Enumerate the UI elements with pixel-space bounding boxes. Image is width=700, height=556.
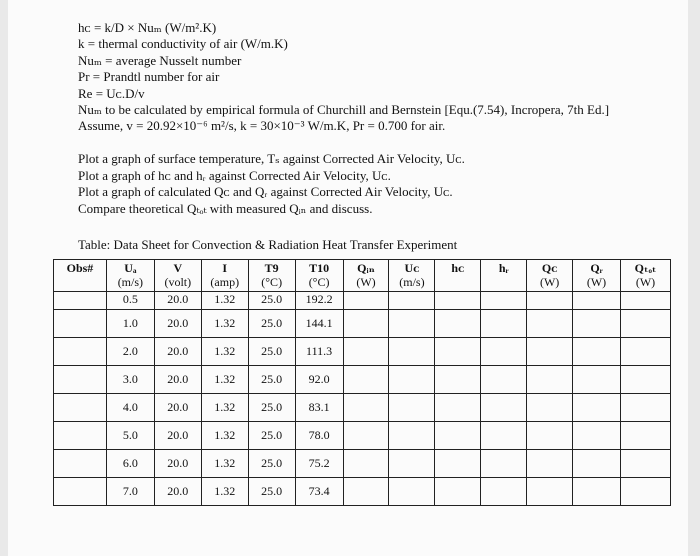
- table-cell: 111.3: [295, 338, 343, 366]
- column-symbol: T10: [309, 261, 330, 275]
- table-cell: [481, 478, 527, 506]
- table-cell: [435, 450, 481, 478]
- column-unit: (°C): [308, 275, 330, 289]
- column-symbol: Qᵢₙ: [357, 261, 375, 275]
- table-row: [54, 394, 671, 422]
- table-cell: 20.0: [154, 394, 201, 422]
- table-cell: [435, 310, 481, 338]
- column-header: [343, 260, 389, 292]
- column-symbol: Obs#: [66, 261, 94, 275]
- definition-line: k = thermal conductivity of air (W/m.K): [78, 36, 288, 52]
- table-cell: 25.0: [248, 292, 295, 310]
- column-unit: (volt): [164, 275, 192, 289]
- table-cell: 1.32: [201, 450, 248, 478]
- table-cell: 1.32: [201, 478, 248, 506]
- table-cell: [481, 450, 527, 478]
- table-cell: [481, 310, 527, 338]
- table-cell: [389, 450, 435, 478]
- table-cell: [54, 338, 107, 366]
- table-cell: [343, 366, 389, 394]
- table-cell: 20.0: [154, 422, 201, 450]
- column-symbol: Qᵣ: [590, 261, 603, 275]
- definition-line: Assume, v = 20.92×10⁻⁶ m²/s, k = 30×10⁻³ W/m.K, Pr = 0.700 for air.: [78, 118, 446, 134]
- table-cell: [620, 422, 670, 450]
- column-unit: (m/s): [399, 275, 425, 289]
- table-cell: [481, 338, 527, 366]
- table-cell: [435, 422, 481, 450]
- table-cell: 25.0: [248, 422, 295, 450]
- table-cell: [573, 450, 621, 478]
- table-cell: [573, 422, 621, 450]
- table-cell: [620, 366, 670, 394]
- table-row: [54, 478, 671, 506]
- table-cell: 1.32: [201, 422, 248, 450]
- table-cell: [620, 310, 670, 338]
- table-cell: 1.32: [201, 394, 248, 422]
- table-cell: [527, 394, 573, 422]
- table-row: [54, 422, 671, 450]
- table-cell: [54, 422, 107, 450]
- table-cell: 75.2: [295, 450, 343, 478]
- table-cell: [527, 422, 573, 450]
- table-cell: [481, 422, 527, 450]
- column-symbol: hᵣ: [498, 261, 509, 275]
- table-cell: 20.0: [154, 310, 201, 338]
- table-cell: 1.32: [201, 292, 248, 310]
- table-cell: [389, 366, 435, 394]
- tasks-block: [78, 151, 465, 217]
- table-cell: 144.1: [295, 310, 343, 338]
- table-cell: [343, 292, 389, 310]
- table-cell: 1.0: [106, 310, 154, 338]
- definition-line: Nuₘ = average Nusselt number: [78, 52, 242, 68]
- task-line: Plot a graph of surface temperature, Tₛ against Corrected Air Velocity, Uᴄ.: [78, 151, 465, 166]
- table-cell: [527, 366, 573, 394]
- definition-line: Pr = Prandtl number for air: [78, 69, 220, 85]
- column-symbol: V: [173, 261, 183, 275]
- table-cell: [435, 292, 481, 310]
- table-cell: [343, 394, 389, 422]
- table-cell: [527, 478, 573, 506]
- column-header: [106, 260, 154, 292]
- table-cell: 25.0: [248, 338, 295, 366]
- table-cell: [573, 338, 621, 366]
- table-cell: [343, 310, 389, 338]
- table-row: [54, 366, 671, 394]
- table-cell: [573, 478, 621, 506]
- table-cell: 192.2: [295, 292, 343, 310]
- table-cell: [435, 478, 481, 506]
- table-cell: [527, 292, 573, 310]
- table-cell: 6.0: [106, 450, 154, 478]
- table-row: [54, 450, 671, 478]
- table-cell: [54, 310, 107, 338]
- table-cell: 78.0: [295, 422, 343, 450]
- table-cell: [389, 478, 435, 506]
- column-unit: (°C): [261, 275, 283, 289]
- table-cell: 0.5: [106, 292, 154, 310]
- table-cell: [620, 450, 670, 478]
- table-cell: [54, 366, 107, 394]
- table-cell: [389, 422, 435, 450]
- column-symbol: T9: [264, 261, 279, 275]
- column-header: [389, 260, 435, 292]
- table-cell: 1.32: [201, 338, 248, 366]
- table-row: [54, 292, 671, 310]
- table-cell: 4.0: [106, 394, 154, 422]
- table-cell: 25.0: [248, 450, 295, 478]
- table-cell: [573, 366, 621, 394]
- table-cell: 7.0: [106, 478, 154, 506]
- table-cell: 20.0: [154, 478, 201, 506]
- table-cell: 25.0: [248, 394, 295, 422]
- table-row: [54, 310, 671, 338]
- column-header: [248, 260, 295, 292]
- table-cell: [620, 394, 670, 422]
- table-cell: [54, 394, 107, 422]
- table-cell: [620, 478, 670, 506]
- table-cell: [389, 310, 435, 338]
- column-header: [54, 260, 107, 292]
- column-unit: (W): [635, 275, 656, 289]
- table-cell: [343, 450, 389, 478]
- table-cell: 92.0: [295, 366, 343, 394]
- table-cell: 1.32: [201, 366, 248, 394]
- column-symbol: Qₜₒₜ: [634, 261, 657, 275]
- column-header: [573, 260, 621, 292]
- data-sheet-table: [53, 259, 671, 506]
- table-header-row: [54, 260, 671, 292]
- table-cell: [620, 292, 670, 310]
- column-symbol: hᴄ: [451, 261, 465, 275]
- table-cell: 20.0: [154, 292, 201, 310]
- column-unit: (W): [539, 275, 560, 289]
- column-header: [527, 260, 573, 292]
- column-header: [295, 260, 343, 292]
- table-cell: 25.0: [248, 366, 295, 394]
- column-symbol: Uᴄ: [404, 261, 420, 275]
- table-cell: 20.0: [154, 366, 201, 394]
- table-cell: [343, 338, 389, 366]
- table-cell: [389, 394, 435, 422]
- column-symbol: Uₐ: [124, 261, 137, 275]
- table-cell: 1.32: [201, 310, 248, 338]
- table-cell: [481, 366, 527, 394]
- table-cell: 5.0: [106, 422, 154, 450]
- table-cell: [573, 394, 621, 422]
- table-cell: [54, 478, 107, 506]
- column-symbol: I: [222, 261, 228, 275]
- table-cell: [54, 292, 107, 310]
- task-line: Compare theoretical Qₜₒₜ with measured Qᵢₙ and discuss.: [78, 200, 373, 216]
- table-cell: [343, 422, 389, 450]
- table-cell: 25.0: [248, 478, 295, 506]
- table-cell: 20.0: [154, 338, 201, 366]
- column-header: [154, 260, 201, 292]
- table-cell: [620, 338, 670, 366]
- table-cell: [527, 310, 573, 338]
- column-header: [435, 260, 481, 292]
- table-cell: [343, 478, 389, 506]
- table-cell: 25.0: [248, 310, 295, 338]
- table-cell: 3.0: [106, 366, 154, 394]
- table-cell: [435, 366, 481, 394]
- definition-line: Re = Uᴄ.D/v: [78, 85, 145, 101]
- table-cell: [573, 292, 621, 310]
- definition-line: hᴄ = k/D × Nuₘ (W/m².K): [78, 20, 217, 35]
- table-cell: 20.0: [154, 450, 201, 478]
- column-header: [620, 260, 670, 292]
- table-cell: [389, 292, 435, 310]
- table-cell: [435, 338, 481, 366]
- column-unit: (m/s): [117, 275, 144, 289]
- table-cell: [389, 338, 435, 366]
- task-line: Plot a graph of calculated Qᴄ and Qᵣ against Corrected Air Velocity, Uᴄ.: [78, 184, 453, 200]
- definitions-block: [78, 20, 609, 135]
- table-cell: [435, 394, 481, 422]
- definition-line: Nuₘ to be calculated by empirical formula of Churchill and Bernstein [Equ.(7.54), Incropera, 7th Ed.]: [78, 102, 610, 118]
- table-cell: [573, 310, 621, 338]
- column-symbol: Qᴄ: [541, 261, 558, 275]
- column-header: [481, 260, 527, 292]
- table-cell: [481, 394, 527, 422]
- column-unit: (W): [586, 275, 607, 289]
- table-cell: [481, 292, 527, 310]
- table-cell: [527, 450, 573, 478]
- task-line: Plot a graph of hᴄ and hᵣ against Corrected Air Velocity, Uᴄ.: [78, 167, 391, 183]
- table-caption: Table: Data Sheet for Convection & Radiation Heat Transfer Experiment: [78, 237, 458, 252]
- table-row: [54, 338, 671, 366]
- table-cell: 73.4: [295, 478, 343, 506]
- table-cell: [54, 450, 107, 478]
- column-unit: (amp): [210, 275, 240, 289]
- table-cell: 2.0: [106, 338, 154, 366]
- document-page: [8, 0, 688, 556]
- table-cell: 83.1: [295, 394, 343, 422]
- column-unit: (W): [356, 275, 376, 289]
- table-cell: [527, 338, 573, 366]
- column-header: [201, 260, 248, 292]
